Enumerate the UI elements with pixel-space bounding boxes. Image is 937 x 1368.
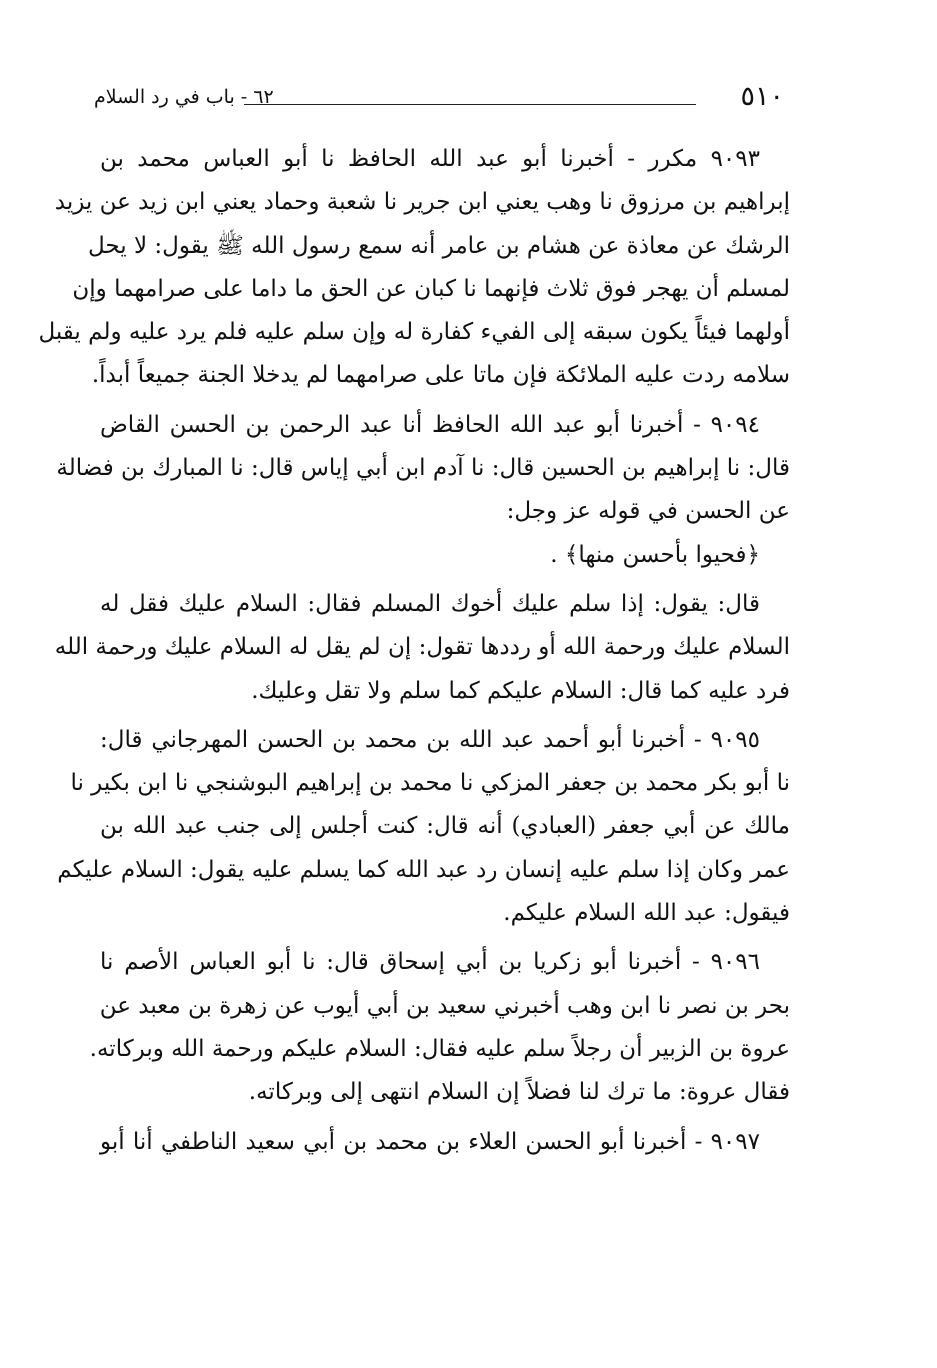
text-line: عروة بن الزبير أن رجلاً سلم عليه فقال: السلام عليكم ورحمة الله وبركاته. [89,1035,790,1062]
text-line: قال: نا إبراهيم بن الحسين قال: نا آدم ابن أبي إياس قال: نا المبارك بن فضالة [56,455,790,482]
text-line: فيقول: عبد الله السلام عليكم. [503,900,790,927]
page-header [94,82,784,122]
paragraph-9094 [56,404,790,577]
paragraph-9096 [89,941,790,1114]
paragraph-9097 [100,1121,790,1164]
chapter-title: ٦٢ - باب في رد السلام [94,86,274,108]
text-line: ٩٠٩٧ - أخبرنا أبو الحسن العلاء بن محمد بن أبي سعيد الناطفي أنا أبو [100,1128,760,1155]
text-line: عن الحسن في قوله عز وجل: [506,498,790,525]
text-line: عمر وكان إذا سلم عليه إنسان رد عبد الله كما يسلم عليه يقول: السلام عليكم [57,856,790,883]
paragraph-9095 [57,719,790,935]
text-line: سلامه ردت عليه الملائكة فإن ماتا على صرامهما لم يدخلا الجنة جميعاً أبداً. [91,362,790,389]
text-line: لمسلم أن يهجر فوق ثلاث فإنهما نا كبان عن الحق ما داما على صرامهما وإن [72,275,790,302]
text-line: ٩٠٩٦ - أخبرنا أبو زكريا بن أبي إسحاق قال: نا أبو العباس الأصم نا [100,949,760,976]
text-line: فرد عليه كما قال: السلام عليكم كما سلم ولا تقل وعليك. [251,677,790,704]
quran-verse: ﴿فحيوا بأحسن منها﴾ . [550,541,760,568]
text-line: السلام عليك ورحمة الله أو رددها تقول: إن لم يقل له السلام عليك ورحمة الله [54,634,790,661]
text-line: ٩٠٩٣ مكرر - أخبرنا أبو عبد الله الحافظ نا أبو العباس محمد بن [100,146,760,172]
text-line: قال: يقول: إذا سلم عليك أخوك المسلم فقال: السلام عليك فقل له [100,590,760,617]
text-line: إبراهيم بن مرزوق نا وهب يعني ابن جرير نا شعبة وحماد يعني ابن زيد عن يزيد [54,189,790,216]
paragraph-commentary [54,583,790,713]
text-line: فقال عروة: ما ترك لنا فضلاً إن السلام انتهى إلى وبركاته. [248,1079,790,1106]
header-rule [244,104,696,105]
text-line: ٩٠٩٥ - أخبرنا أبو أحمد عبد الله بن محمد بن الحسن المهرجاني قال: [100,726,760,753]
text-line: الرشك عن معاذة عن هشام بن عامر أنه سمع رسول الله ﷺ يقول: لا يحل [87,232,790,259]
page-number: ٥١٠ [740,81,784,112]
text-line: بحر بن نصر نا ابن وهب أخبرني سعيد بن أبي أيوب عن زهرة بن معبد عن [99,992,790,1019]
text-line: نا أبو بكر محمد بن جعفر المزكي نا محمد بن إبراهيم البوشنجي نا ابن بكير نا [70,770,790,797]
paragraph-9093 [38,138,790,398]
body-text [38,138,790,1170]
text-line: مالك عن أبي جعفر (العبادي) أنه قال: كنت أجلس إلى جنب عبد الله بن [100,813,790,840]
text-line: أولهما فيئاً يكون سبقه إلى الفيء كفارة له وإن سلم عليه فلم يرد عليه ولم يقبل [38,319,790,346]
text-line: ٩٠٩٤ - أخبرنا أبو عبد الله الحافظ أنا عبد الرحمن بن الحسن القاض [100,411,760,438]
